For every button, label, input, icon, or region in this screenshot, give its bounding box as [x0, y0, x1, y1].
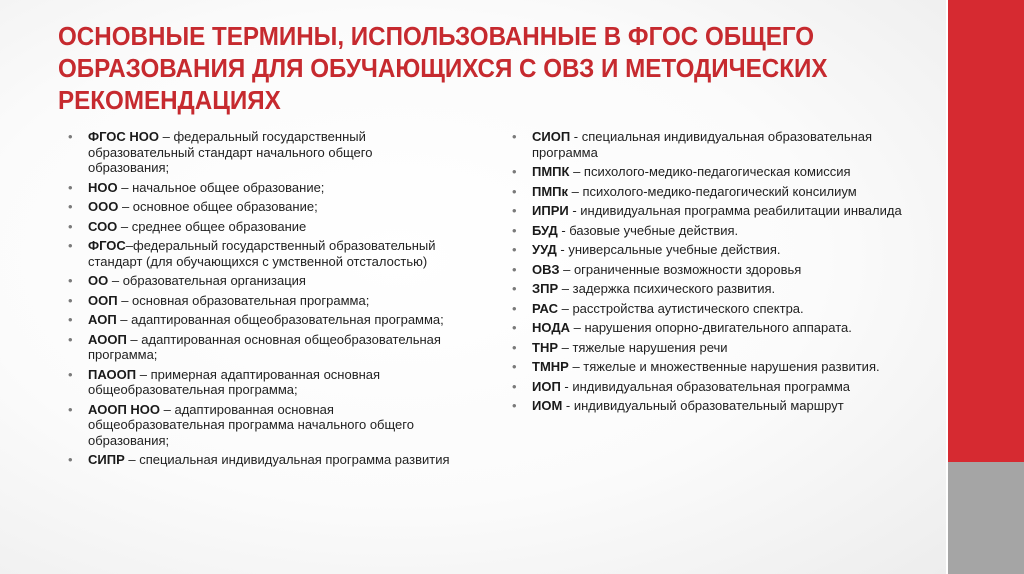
term-definition: – нарушения опорно-двигательного аппарата. [569, 320, 852, 335]
term-abbreviation: ПМПк [532, 183, 569, 199]
term-abbreviation: ИОП [532, 378, 561, 394]
term-definition: – ограниченные возможности здоровья [559, 261, 802, 277]
term-abbreviation: ОО [88, 273, 109, 288]
term-definition: – задержка психического развития. [558, 281, 776, 296]
term-abbreviation: ТНР [532, 339, 558, 355]
term-definition: – основное общее образование; [118, 199, 318, 214]
term-definition: – психолого-медико-педагогическая комиссия [569, 164, 851, 179]
terms-list-left [68, 129, 450, 472]
term-abbreviation: ЗПР [532, 281, 559, 296]
term-definition: – специальная индивидуальная программа развития [124, 452, 450, 467]
term-abbreviation: ТМНР [532, 359, 569, 374]
list-item [512, 164, 912, 180]
term-definition: - базовые учебные действия. [557, 222, 739, 238]
term-abbreviation: РАС [532, 300, 558, 316]
list-item [68, 129, 450, 176]
term-definition: – среднее общее образование [117, 218, 307, 234]
slide-title: ОСНОВНЫЕ ТЕРМИНЫ, ИСПОЛЬЗОВАННЫЕ В ФГОС ОБЩЕГО ОБРАЗОВАНИЯ ДЛЯ ОБУЧАЮЩИХСЯ С ОВЗ И МЕТОДИЧЕСКИХ РЕКОМЕНДАЦИЯХ [58, 21, 828, 115]
list-item [512, 184, 912, 200]
term-definition: - специальная индивидуальная образовательная программа [532, 129, 873, 160]
list-item [68, 273, 450, 289]
term-abbreviation: СОО [88, 218, 118, 234]
term-definition: – примерная адаптированная основная общеобразовательная программа; [88, 366, 381, 397]
list-item [68, 293, 450, 309]
term-abbreviation: ФГОС [88, 238, 126, 253]
term-definition: – тяжелые нарушения речи [558, 339, 728, 355]
term-definition: – адаптированная основная общеобразовательная программа; [88, 331, 441, 362]
term-abbreviation: ПАООП [88, 366, 137, 382]
list-item [68, 312, 450, 328]
term-definition: – тяжелые и множественные нарушения развития. [568, 359, 880, 374]
list-item [512, 242, 912, 258]
term-abbreviation: СИОП [532, 129, 571, 144]
list-item [512, 223, 912, 239]
accent-bar [948, 0, 1024, 462]
term-abbreviation: АООП НОО [88, 401, 161, 417]
list-item [512, 398, 912, 414]
term-abbreviation: ПМПК [532, 164, 570, 179]
list-item [512, 129, 912, 160]
term-abbreviation: УУД [532, 242, 557, 257]
list-item [68, 452, 450, 468]
list-item [512, 379, 912, 395]
term-definition: – адаптированная общеобразовательная программа; [116, 312, 444, 327]
term-definition: - индивидуальная программа реабилитации инвалида [568, 203, 902, 218]
term-definition: – психолого-медико-педагогический консилиум [568, 183, 857, 199]
term-abbreviation: АОП [88, 312, 117, 327]
term-definition: – начальное общее образование; [117, 179, 325, 195]
term-abbreviation: СИПР [88, 452, 125, 467]
list-item [512, 320, 912, 336]
term-abbreviation: ООП [88, 292, 118, 308]
term-definition: - индивидуальная образовательная программа [560, 378, 850, 394]
list-item [68, 219, 450, 235]
term-definition: – расстройства аутистического спектра. [557, 300, 804, 316]
term-abbreviation: БУД [532, 222, 558, 238]
list-item [68, 238, 450, 269]
list-item [512, 359, 912, 375]
list-item [512, 301, 912, 317]
term-abbreviation: АООП [88, 331, 127, 347]
term-abbreviation: ООО [88, 199, 119, 214]
term-abbreviation: ОВЗ [532, 261, 560, 277]
list-item [68, 180, 450, 196]
terms-list-right [512, 129, 912, 418]
term-definition: – образовательная организация [108, 273, 306, 288]
term-definition: – основная образовательная программа; [117, 292, 370, 308]
list-item [512, 203, 912, 219]
term-definition: - универсальные учебные действия. [556, 242, 781, 257]
list-item [68, 332, 450, 363]
list-item [68, 367, 450, 398]
term-definition: - индивидуальный образовательный маршрут [562, 398, 844, 413]
term-definition: –федеральный государственный образовательный стандарт (для обучающихся с умственной отсталостью) [88, 238, 436, 269]
term-abbreviation: НОО [88, 179, 118, 195]
list-item [512, 281, 912, 297]
term-abbreviation: НОДА [532, 320, 570, 335]
term-abbreviation: ИПРИ [532, 203, 569, 218]
list-item [68, 402, 450, 449]
term-abbreviation: ИОМ [532, 398, 563, 413]
term-definition: – адаптированная основная общеобразовательная программа начального общего образования; [88, 401, 414, 448]
accent-bar-bottom [948, 462, 1024, 574]
term-abbreviation: ФГОС НОО [88, 129, 160, 144]
list-item [68, 199, 450, 215]
list-item [512, 340, 912, 356]
list-item [512, 262, 912, 278]
term-definition: – федеральный государственный образовательный стандарт начального общего образования; [88, 129, 373, 175]
